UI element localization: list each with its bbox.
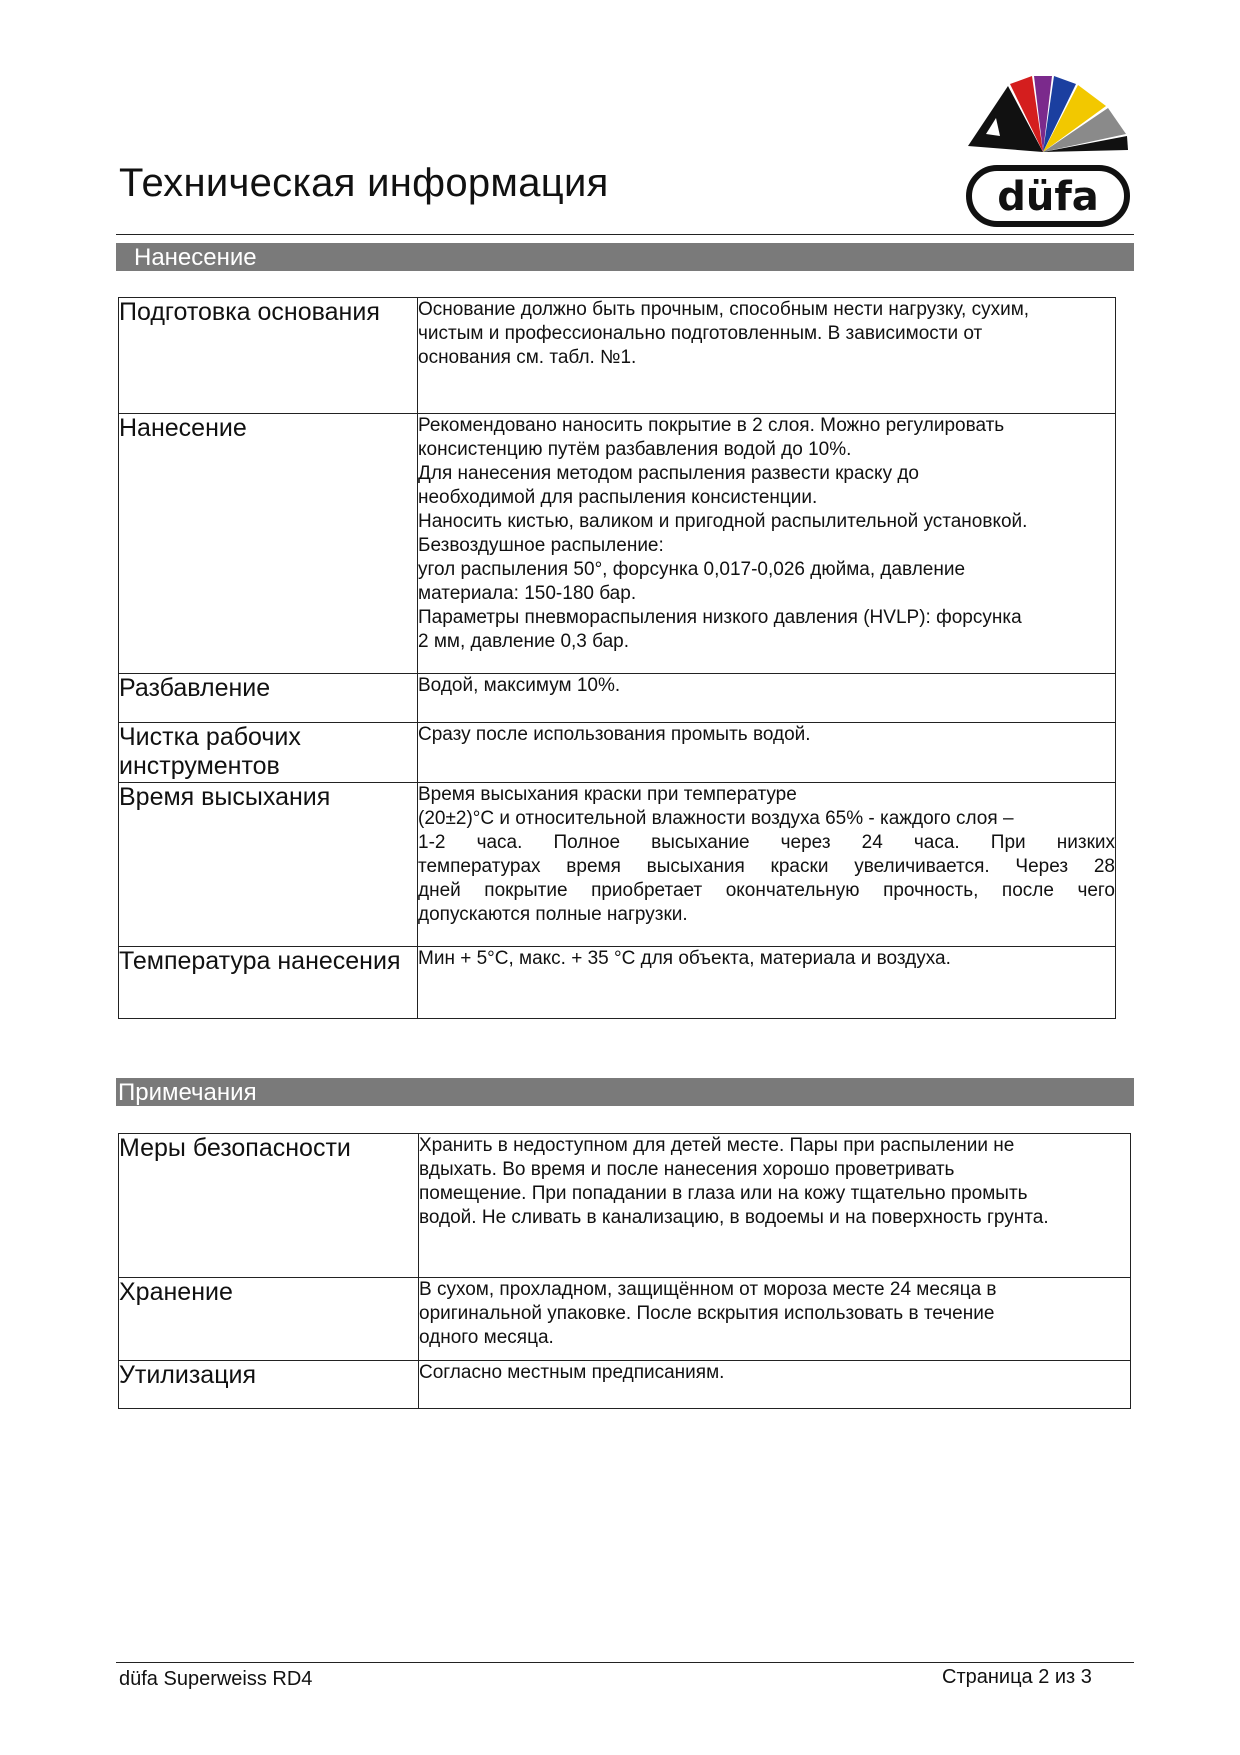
row-text-line: Время высыхания краски при температуре (418, 784, 797, 805)
row-label: Температура нанесения (119, 947, 418, 1019)
row-text-line: основания см. табл. №1. (418, 347, 637, 368)
row-text-line: консистенцию путём разбавления водой до 10%. (418, 439, 852, 460)
table-row (119, 1134, 1131, 1278)
row-text-line: 2 мм, давление 0,3 бар. (418, 631, 629, 652)
footer-page-number: Страница 2 из 3 (942, 1666, 1092, 1688)
dufa-logo (966, 72, 1130, 230)
footer-product: düfa Superweiss RD4 (119, 1668, 313, 1690)
row-label: Время высыхания (119, 783, 418, 947)
application-table (118, 297, 1116, 1019)
footer-rule (116, 1662, 1134, 1663)
section-title: Примечания (118, 1079, 257, 1106)
row-value (418, 723, 1116, 783)
row-value (419, 1278, 1131, 1361)
row-text-line: помещение. При попадании в глаза или на кожу тщательно промыть (419, 1183, 1028, 1204)
row-value (418, 298, 1116, 414)
row-text-line: допускаются полные нагрузки. (418, 904, 688, 925)
table-row (119, 723, 1116, 783)
row-value (418, 783, 1116, 947)
row-value (418, 674, 1116, 723)
row-value (419, 1134, 1131, 1278)
table-row (119, 1361, 1131, 1409)
table-row (119, 947, 1116, 1019)
row-text-line: одного месяца. (419, 1327, 554, 1348)
row-text-line: Сразу после использования промыть водой. (418, 724, 811, 745)
row-text-line: Параметры пневмораспыления низкого давления (HVLP): форсунка (418, 607, 1022, 628)
row-label: Хранение (119, 1278, 419, 1361)
row-label: Подготовка основания (119, 298, 418, 414)
row-label: Разбавление (119, 674, 418, 723)
row-value (418, 414, 1116, 674)
row-text-line: Основание должно быть прочным, способным нести нагрузку, сухим, (418, 299, 1030, 320)
notes-table (118, 1133, 1131, 1409)
section-bar-application (116, 243, 1134, 271)
row-text-line: Для нанесения методом распыления развести краску до (418, 463, 919, 484)
row-text-line: вдыхать. Во время и после нанесения хорошо проветривать (419, 1159, 955, 1180)
header-rule (116, 234, 1134, 235)
row-text-line: Мин + 5°С, макс. + 35 °С для объекта, материала и воздуха. (418, 948, 951, 969)
row-text-line: чистым и профессионально подготовленным. В зависимости от (418, 323, 983, 344)
row-text-line: В сухом, прохладном, защищённом от мороза месте 24 месяца в (419, 1279, 997, 1300)
table-row (119, 414, 1116, 674)
row-text-line: (20±2)°С и относительной влажности воздуха 65% - каждого слоя – (418, 808, 1014, 829)
row-text-line: угол распыления 50°, форсунка 0,017-0,026 дюйма, давление (418, 559, 966, 580)
row-text-line: Безвоздушное распыление: (418, 535, 664, 556)
row-label: Утилизация (119, 1361, 419, 1409)
row-text-line: Рекомендовано наносить покрытие в 2 слоя. Можно регулировать (418, 415, 1005, 436)
row-text-line: Согласно местным предписаниям. (419, 1362, 725, 1383)
row-text-line: Водой, максимум 10%. (418, 675, 621, 696)
table-row (119, 674, 1116, 723)
row-text-line: Наносить кистью, валиком и пригодной распылительной установкой. (418, 511, 1028, 532)
row-text-line: дней покрытие приобретает окончательную прочность, после чего (418, 880, 1115, 901)
row-text-line: материала: 150-180 бар. (418, 583, 637, 604)
logo-wordmark: düfa (997, 174, 1099, 220)
row-label: Нанесение (119, 414, 418, 674)
row-value (418, 947, 1116, 1019)
row-label: Чистка рабочих инструментов (119, 723, 418, 783)
table-row (119, 298, 1116, 414)
row-text-line: температурах время высыхания краски увеличивается. Через 28 (418, 856, 1115, 877)
row-text-line: оригинальной упаковке. После вскрытия использовать в течение (419, 1303, 995, 1324)
row-label: Меры безопасности (119, 1134, 419, 1278)
row-text-line: 1-2 часа. Полное высыхание через 24 часа. При низких (418, 832, 1115, 853)
row-text-line: водой. Не сливать в канализацию, в водоемы и на поверхность грунта. (419, 1207, 1049, 1228)
table-row (119, 1278, 1131, 1361)
section-bar-notes (116, 1078, 1134, 1106)
section-title: Нанесение (134, 244, 257, 271)
row-text-line: Хранить в недоступном для детей месте. Пары при распылении не (419, 1135, 1015, 1156)
row-value (419, 1361, 1131, 1409)
row-text-line: необходимой для распыления консистенции. (418, 487, 818, 508)
page-title: Техническая информация (119, 161, 609, 205)
table-row (119, 783, 1116, 947)
